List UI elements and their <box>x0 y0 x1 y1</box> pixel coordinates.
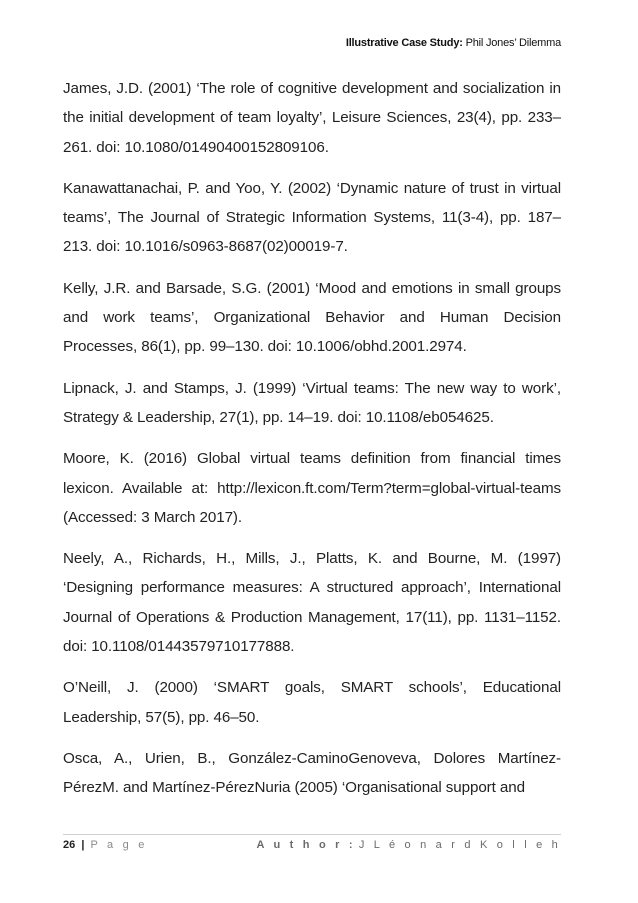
reference-entry: Kanawattanachai, P. and Yoo, Y. (2002) ‘Dynamic nature of trust in virtual teams’, The Journal of Strategic Information Systems, 11(3-4), pp. 187–213. doi: 10.1016/s0963-8687(02)00019-7. <box>63 179 561 256</box>
footer-author <box>257 839 561 851</box>
reference-entry: Moore, K. (2016) Global virtual teams definition from financial times lexicon. Available at: http://lexicon.ft.com/Term?term=global-virtual-teams (Accessed: 3 March 2017). <box>63 450 561 526</box>
header-label: Illustrative Case Study: <box>345 37 463 49</box>
reference-entry: O’Neill, J. (2000) ‘SMART goals, SMART schools’, Educational Leadership, 57(5), pp. 46–50. <box>63 679 561 726</box>
page-footer <box>63 834 561 851</box>
running-header <box>346 37 561 49</box>
author-label: A u t h o r : <box>256 839 356 851</box>
reference-entry: James, J.D. (2001) ‘The role of cognitive development and socialization in the initial development of team loyalty’, Leisure Sciences, 23(4), pp. 233–261. doi: 10.1080/01490400152809106. <box>63 80 561 156</box>
author-name: J L é o n a r d K o l l e h <box>358 839 561 851</box>
page-label: P a g e <box>90 839 148 851</box>
header-title: Phil Jones’ Dilemma <box>465 37 561 49</box>
page-number: 26 <box>63 839 76 851</box>
footer-separator: | <box>81 839 85 851</box>
reference-entry: Kelly, J.R. and Barsade, S.G. (2001) ‘Mood and emotions in small groups and work teams’, Organizational Behavior and Human Decision Processes, 86(1), pp. 99–130. doi: 10.1006/obhd.2001.2974. <box>63 279 561 356</box>
reference-entry: Osca, A., Urien, B., González-CaminoGenoveva, Dolores Martínez-PérezM. and Martínez-PérezNuria (2005) ‘Organisational support and <box>63 749 561 797</box>
reference-list <box>63 74 561 815</box>
reference-entry: Neely, A., Richards, H., Mills, J., Platts, K. and Bourne, M. (1997) ‘Designing performance measures: A structured approach’, International Journal of Operations & Production Management, 17(11), pp. 1131–1152. doi: 10.1108/01443579710177888. <box>63 550 561 656</box>
footer-page <box>63 839 148 851</box>
reference-entry: Lipnack, J. and Stamps, J. (1999) ‘Virtual teams: The new way to work’, Strategy & Leadership, 27(1), pp. 14–19. doi: 10.1108/eb054625. <box>63 379 561 426</box>
